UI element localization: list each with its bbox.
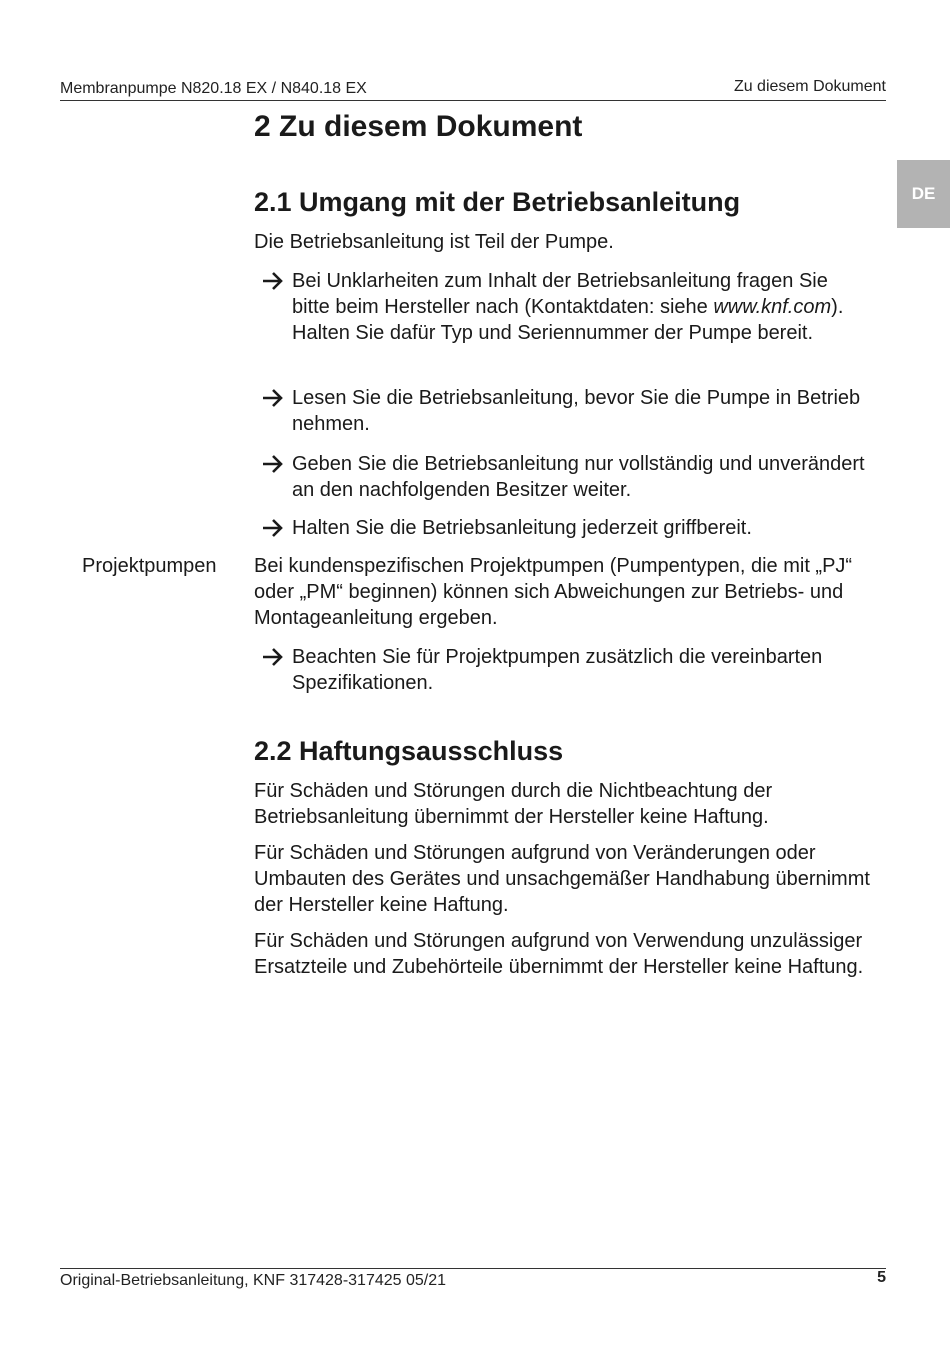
chapter-title: 2 Zu diesem Dokument [254, 110, 583, 143]
bullet-item [260, 268, 870, 346]
arrow-right-icon [260, 269, 286, 293]
arrow-right-icon [260, 452, 286, 476]
bullet-text: Halten Sie die Betriebsanleitung jederzeit griffbereit. [292, 517, 752, 539]
bullet-text: Lesen Sie die Betriebsanleitung, bevor Sie die Pumpe in Betrieb nehmen. [292, 387, 861, 435]
footer-document-reference: Original-Betriebsanleitung, KNF 317428-317425 05/21 [60, 1272, 447, 1289]
bullet-item [260, 451, 870, 503]
arrow-right-icon [260, 516, 286, 540]
arrow-right-icon [260, 645, 286, 669]
header-document-title: Membranpumpe N820.18 EX / N840.18 EX [60, 80, 367, 97]
bullet-text: Bei Unklarheiten zum Inhalt der Betriebsanleitung fragen Sie bitte beim Hersteller nach (Kontaktdaten: siehe [292, 270, 828, 318]
page-header [60, 76, 886, 101]
section-title-umgang: 2.1 Umgang mit der Betriebsanleitung [254, 187, 741, 217]
header-section-title: Zu diesem Dokument [733, 78, 886, 95]
language-tab: DE [897, 160, 950, 228]
liability-paragraph: Für Schäden und Störungen durch die Nichtbeachtung der Betriebsanleitung übernimmt der Hersteller keine Haftung. [254, 780, 773, 828]
project-paragraph: Bei kundenspezifischen Projektpumpen (Pumpentypen, die mit „PJ“ oder „PM“ beginnen) können sich Abweichungen zur Betriebs- und Montageanleitung ergeben. [254, 555, 853, 629]
bullet-item [260, 385, 870, 437]
liability-paragraph: Für Schäden und Störungen aufgrund von Verwendung unzulässiger Ersatzteile und Zubehörteile übernimmt der Hersteller keine Haftung. [254, 930, 864, 978]
arrow-right-icon [260, 386, 286, 410]
page-footer [60, 1268, 886, 1293]
bullet-text: Geben Sie die Betriebsanleitung nur vollständig und unverändert an den nachfolgenden Besitzer weiter. [292, 453, 865, 501]
bullet-text: ). Halten Sie dafür Typ und Seriennummer der Pumpe bereit. [292, 296, 844, 344]
bullet-item [260, 515, 870, 541]
bullet-text: Beachten Sie für Projektpumpen zusätzlich die vereinbarten Spezifikationen. [292, 646, 823, 694]
section-intro: Die Betriebsanleitung ist Teil der Pumpe. [254, 231, 614, 253]
liability-paragraph: Für Schäden und Störungen aufgrund von Veränderungen oder Umbauten des Gerätes und unsachgemäßer Handhabung übernimmt der Hersteller keine Haftung. [254, 842, 870, 916]
website-link[interactable]: www.knf.com [713, 296, 832, 318]
bullet-item [260, 644, 870, 696]
side-label-projektpumpen: Projektpumpen [82, 555, 217, 577]
page-number: 5 [877, 1269, 886, 1286]
section-title-haftung: 2.2 Haftungsausschluss [254, 736, 564, 766]
